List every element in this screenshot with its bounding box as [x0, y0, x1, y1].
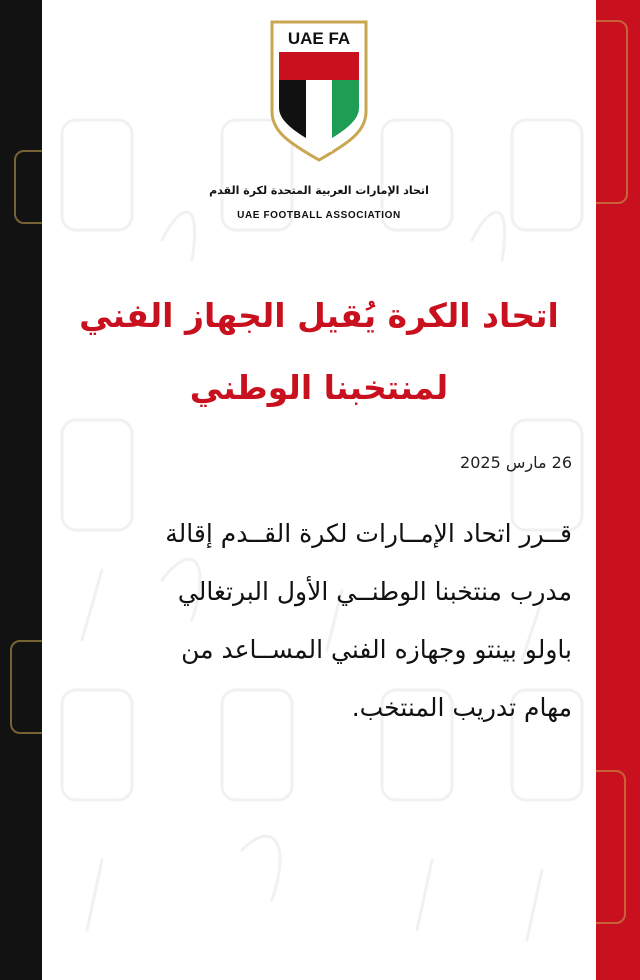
org-name-english: UAE FOOTBALL ASSOCIATION — [237, 210, 401, 221]
article-body — [72, 505, 572, 737]
body-line: مهام تدريب المنتخب. — [351, 693, 572, 722]
uae-fa-logo — [269, 20, 369, 162]
body-line: باولو بينتو وجهازه الفني المســاعد من — [181, 635, 572, 664]
article-date: 26 مارس 2025 — [460, 453, 572, 472]
body-line: مدرب منتخبنا الوطنــي الأول البرتغالي — [177, 577, 572, 606]
headline-line: لمنتخبنا الوطني — [189, 368, 449, 407]
logo-text: UAE FA — [287, 29, 351, 48]
announcement-card — [42, 0, 596, 980]
left-black-stripe — [0, 0, 42, 980]
body-line: قــرر اتحاد الإمــارات لكرة القــدم إقالة — [165, 519, 572, 548]
headline-line: اتحاد الكرة يُقيل الجهاز الفني — [79, 296, 559, 335]
shield-icon — [269, 20, 369, 162]
org-name-arabic: اتحاد الإمارات العربية المتحدة لكرة القدم — [209, 184, 429, 197]
right-red-stripe — [596, 0, 640, 980]
headline — [62, 280, 576, 424]
